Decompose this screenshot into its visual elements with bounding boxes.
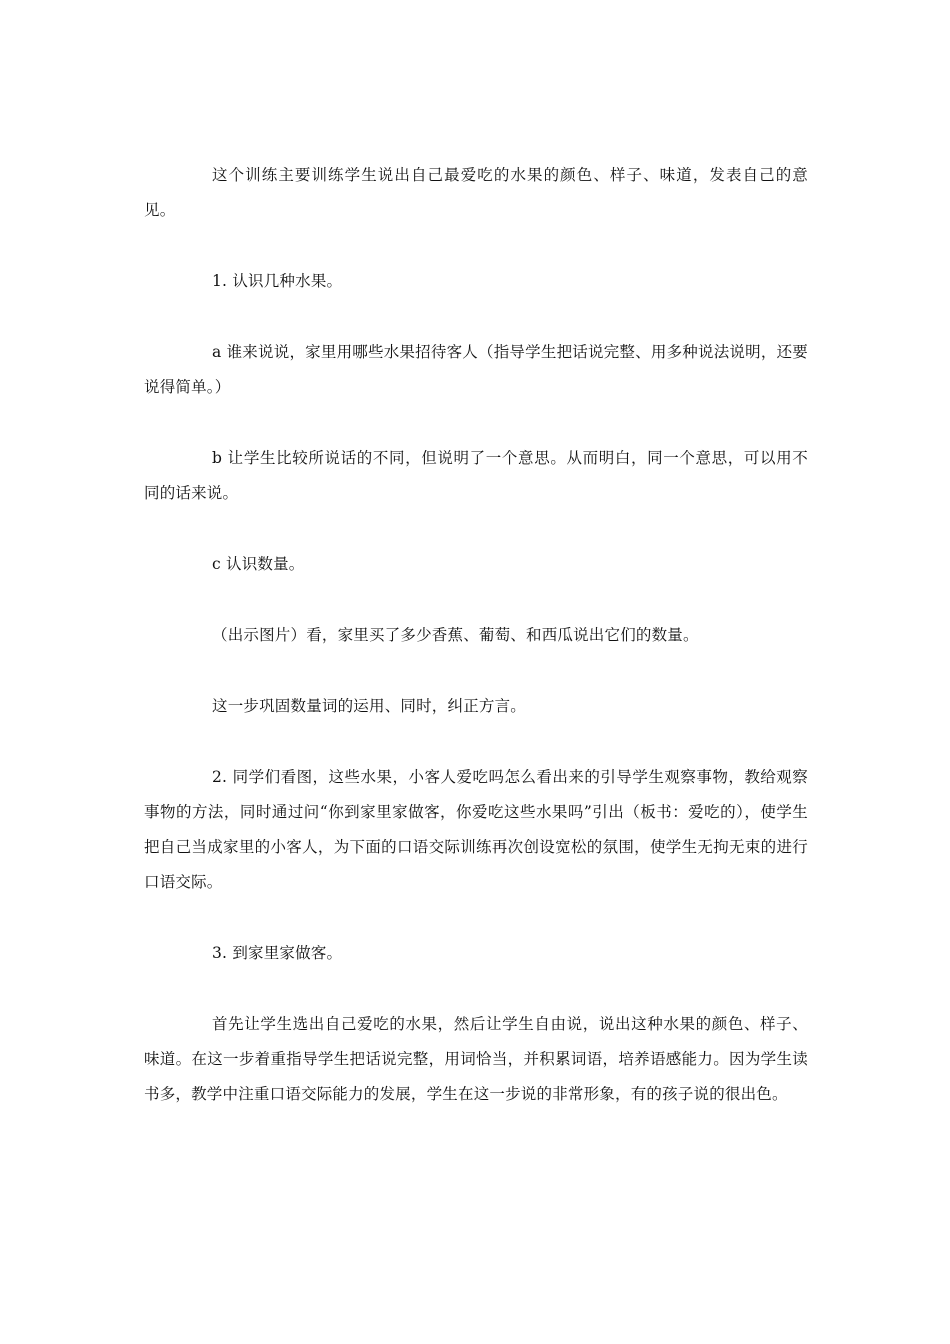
paragraph-intro: 这个训练主要训练学生说出自己最爱吃的水果的颜色、样子、味道，发表自己的意见。: [144, 166, 808, 219]
paragraph-quantifiers: 这一步巩固数量词的运用、同时，纠正方言。: [212, 697, 527, 715]
paragraph-step-3: 3. 到家里家做客。: [212, 944, 343, 962]
paragraph-step-1: 1. 认识几种水果。: [212, 272, 343, 290]
document-page: [144, 158, 808, 1148]
paragraph-step-1c: c 认识数量。: [212, 555, 305, 573]
paragraph-step-1b: b 让学生比较所说话的不同，但说明了一个意思。从而明白，同一个意思，可以用不同的话来说。: [144, 449, 808, 502]
paragraph-show-picture: （出示图片）看，家里买了多少香蕉、葡萄、和西瓜说出它们的数量。: [212, 626, 699, 644]
paragraph-step-2: 2. 同学们看图，这些水果，小客人爱吃吗怎么看出来的引导学生观察事物，教给观察事物的方法，同时通过问“你到家里家做客，你爱吃这些水果吗”引出（板书：爱吃的），使学生把自己当成家里的小客人，为下面的口语交际训练再次创设宽松的氛围，使学生无拘无束的进行口语交际。: [144, 768, 808, 891]
paragraph-step-1a: a 谁来说说，家里用哪些水果招待客人（指导学生把话说完整、用多种说法说明，还要说得简单。）: [144, 343, 808, 396]
paragraph-conclusion: 首先让学生选出自己爱吃的水果，然后让学生自由说，说出这种水果的颜色、样子、味道。在这一步着重指导学生把话说完整，用词恰当，并积累词语，培养语感能力。因为学生读书多，教学中注重口语交际能力的发展，学生在这一步说的非常形象，有的孩子说的很出色。: [144, 1015, 808, 1103]
